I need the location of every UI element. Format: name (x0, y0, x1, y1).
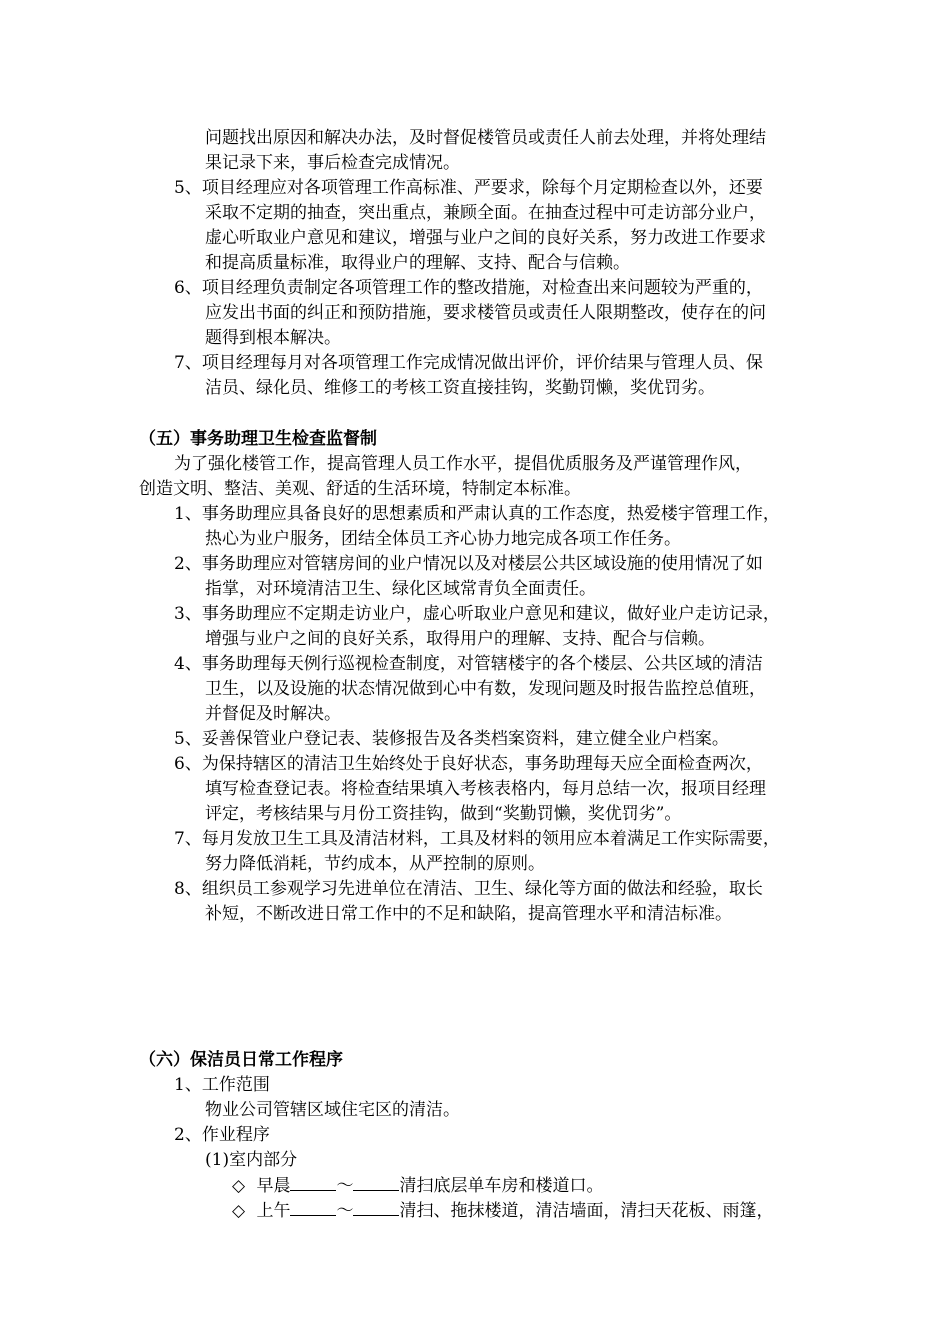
list-item: 2、作业程序 (174, 1125, 270, 1145)
list-item-continuation: 题得到根本解决。 (205, 328, 341, 348)
schedule-text: 清扫底层单车房和楼道口。 (399, 1176, 604, 1196)
list-item-continuation: 评定，考核结果与月份工资挂钩，做到“奖勤罚懒，奖优罚劣”。 (205, 804, 682, 824)
list-item-continuation: 采取不定期的抽查，突出重点，兼顾全面。在抽查过程中可走访部分业户， (205, 203, 766, 223)
section-heading: （六）保洁员日常工作程序 (139, 1050, 343, 1070)
paragraph-line: 创造文明、整洁、美观、舒适的生活环境，特制定本标准。 (139, 479, 581, 499)
list-item-continuation: 填写检查登记表。将检查结果填入考核表格内，每月总结一次，报项目经理 (205, 779, 766, 799)
blank-line (353, 1173, 399, 1191)
list-item: 2、事务助理应对管辖房间的业户情况以及对楼层公共区域设施的使用情况了如 (174, 554, 763, 574)
list-item-continuation: 并督促及时解决。 (205, 704, 341, 724)
paragraph-line: 物业公司管辖区域住宅区的清洁。 (205, 1100, 460, 1120)
list-item: 6、项目经理负责制定各项管理工作的整改措施，对检查出来问题较为严重的， (174, 278, 763, 298)
blank-line (290, 1173, 336, 1191)
schedule-item (232, 1173, 603, 1197)
list-item: 1、事务助理应具备良好的思想素质和严肃认真的工作态度，热爱楼宇管理工作， (174, 504, 780, 524)
tilde: ～ (336, 1201, 354, 1221)
list-item: 3、事务助理应不定期走访业户，虚心听取业户意见和建议，做好业户走访记录， (174, 604, 780, 624)
list-item: 5、项目经理应对各项管理工作高标准、严要求，除每个月定期检查以外，还要 (174, 178, 763, 198)
time-label: 早晨 (256, 1176, 291, 1196)
diamond-bullet-icon: ◇ (232, 1176, 246, 1196)
list-item-continuation: 卫生，以及设施的状态情况做到心中有数，发现问题及时报告监控总值班， (205, 679, 766, 699)
list-item-continuation: 指掌，对环境清洁卫生、绿化区域常青负全面责任。 (205, 579, 596, 599)
list-item: 8、组织员工参观学习先进单位在清洁、卫生、绿化等方面的做法和经验，取长 (174, 879, 763, 899)
list-item-continuation: 虚心听取业户意见和建议，增强与业户之间的良好关系，努力改进工作要求 (205, 228, 766, 248)
list-item-continuation: 和提高质量标准，取得业户的理解、支持、配合与信赖。 (205, 253, 630, 273)
schedule-text: 清扫、拖抹楼道，清洁墙面，清扫天花板、雨篷， (399, 1201, 774, 1221)
schedule-item (232, 1198, 773, 1222)
list-item: 7、项目经理每月对各项管理工作完成情况做出评价，评价结果与管理人员、保 (174, 353, 763, 373)
list-item: 7、每月发放卫生工具及清洁材料，工具及材料的领用应本着满足工作实际需要， (174, 829, 780, 849)
list-item-continuation: 增强与业户之间的良好关系，取得用户的理解、支持、配合与信赖。 (205, 629, 715, 649)
list-item: 4、事务助理每天例行巡视检查制度，对管辖楼宇的各个楼层、公共区域的清洁 (174, 654, 763, 674)
blank-line (353, 1198, 399, 1216)
list-item: 1、工作范围 (174, 1075, 270, 1095)
list-item-continuation: 补短，不断改进日常工作中的不足和缺陷，提高管理水平和清洁标准。 (205, 904, 732, 924)
time-label: 上午 (256, 1201, 291, 1221)
list-item: 5、妥善保管业户登记表、装修报告及各类档案资料，建立健全业户档案。 (174, 729, 729, 749)
blank-line (290, 1198, 336, 1216)
list-item-continuation: 应发出书面的纠正和预防措施，要求楼管员或责任人限期整改，使存在的问 (205, 303, 766, 323)
paragraph-line: 果记录下来，事后检查完成情况。 (205, 153, 460, 173)
list-item-continuation: 努力降低消耗，节约成本，从严控制的原则。 (205, 854, 545, 874)
diamond-bullet-icon: ◇ (232, 1201, 246, 1221)
sub-heading: (1)室内部分 (205, 1150, 298, 1170)
list-item: 6、为保持辖区的清洁卫生始终处于良好状态，事务助理每天应全面检查两次， (174, 754, 763, 774)
paragraph-line: 问题找出原因和解决办法，及时督促楼管员或责任人前去处理，并将处理结 (205, 128, 766, 148)
list-item-continuation: 洁员、绿化员、维修工的考核工资直接挂钩，奖勤罚懒，奖优罚劣。 (205, 378, 715, 398)
list-item-continuation: 热心为业户服务，团结全体员工齐心协力地完成各项工作任务。 (205, 529, 681, 549)
paragraph-line: 为了强化楼管工作，提高管理人员工作水平，提倡优质服务及严谨管理作风， (174, 454, 752, 474)
tilde: ～ (336, 1176, 354, 1196)
section-heading: （五）事务助理卫生检查监督制 (139, 429, 377, 449)
